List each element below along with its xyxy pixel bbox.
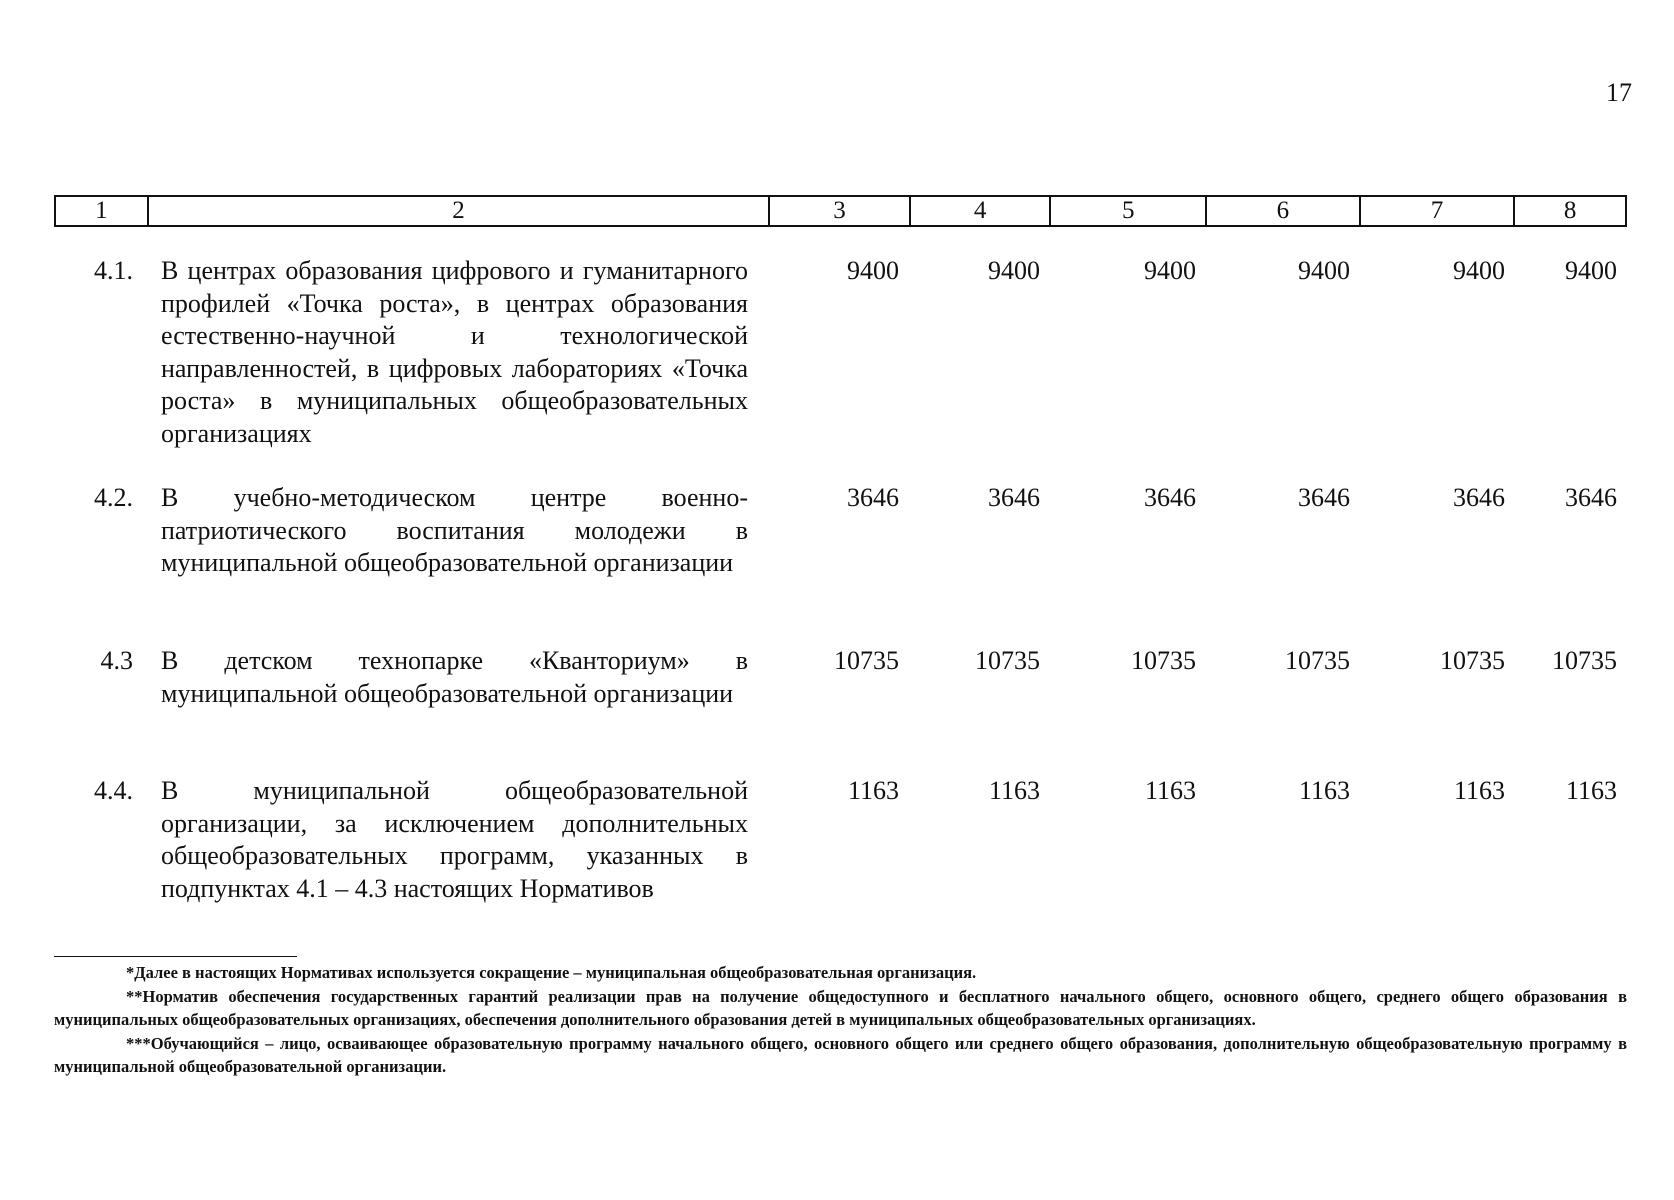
row-value: 3646 — [1144, 483, 1196, 512]
footnote-separator — [54, 956, 297, 957]
row-value: 9400 — [847, 256, 899, 285]
row-value: 9400 — [1453, 256, 1505, 285]
row-description: В детском технопарке «Кванториум» в муниципальной общеобразовательной организации — [161, 646, 748, 708]
row-value: 1163 — [1298, 776, 1350, 805]
row-value: 3646 — [847, 483, 899, 512]
row-value: 3646 — [1298, 483, 1350, 512]
row-number: 4.1. — [94, 256, 133, 285]
table-row — [54, 482, 1627, 580]
row-number: 4.2. — [94, 483, 133, 512]
row-value: 1163 — [1565, 776, 1617, 805]
footnote-2: **Норматив обеспечения государственных гарантий реализации прав на получение общедоступного и бесплатного начального общего, основного общего, среднего общего образования в муниципальных общеобразовательных организациях, обеспечения дополнительного образования детей в муниципальных общеобразовательных организациях. — [54, 986, 1627, 1029]
column-number-5: 5 — [1049, 197, 1205, 225]
column-number-1: 1 — [95, 197, 108, 224]
row-value: 1163 — [1144, 776, 1196, 805]
row-value: 9400 — [1144, 256, 1196, 285]
footnotes — [54, 961, 1627, 1079]
column-number-3: 3 — [768, 197, 909, 225]
row-value: 10735 — [975, 646, 1040, 675]
row-description: В муниципальной общеобразовательной организации, за исключением дополнительных общеобразовательных программ, указанных в подпунктах 4.1 – 4.3 настоящих Нормативов — [161, 776, 748, 903]
row-value: 3646 — [988, 483, 1040, 512]
table-row — [54, 255, 1627, 450]
column-number-8: 8 — [1513, 197, 1625, 225]
row-description: В центрах образования цифрового и гуманитарного профилей «Точка роста», в центрах образования естественно-научной и технологической направленностей, в цифровых лабораториях «Точка роста» в муниципальных общеобразовательных организациях — [161, 256, 748, 448]
row-value: 9400 — [988, 256, 1040, 285]
row-value: 10735 — [1440, 646, 1505, 675]
row-value: 10735 — [1285, 646, 1350, 675]
row-value: 9400 — [1565, 256, 1617, 285]
footnote-3: ***Обучающийся – лицо, осваивающее образовательную программу начального общего, основного общего или среднего общего образования, дополнительную общеобразовательную программу в муниципальной общеобразовательной организации. — [54, 1033, 1627, 1076]
row-number: 4.3 — [100, 646, 133, 675]
column-number-2: 2 — [147, 197, 768, 225]
row-value: 3646 — [1453, 483, 1505, 512]
column-number-7: 7 — [1359, 197, 1514, 225]
row-value: 10735 — [834, 646, 899, 675]
row-value: 3646 — [1565, 483, 1617, 512]
column-number-4: 4 — [909, 197, 1050, 225]
table-row — [54, 775, 1627, 905]
footnote-1: *Далее в настоящих Нормативах используется сокращение – муниципальная общеобразовательная организация. — [126, 963, 977, 982]
row-value: 9400 — [1298, 256, 1350, 285]
row-value: 1163 — [988, 776, 1040, 805]
page-number: 17 — [1606, 78, 1632, 107]
row-number: 4.4. — [94, 776, 133, 805]
row-description: В учебно-методическом центре военно-патриотического воспитания молодежи в муниципальной общеобразовательной организации — [161, 483, 748, 577]
row-value: 1163 — [847, 776, 899, 805]
row-value: 10735 — [1131, 646, 1196, 675]
column-number-6: 6 — [1205, 197, 1359, 225]
row-value: 1163 — [1453, 776, 1505, 805]
row-value: 10735 — [1552, 646, 1617, 675]
table-row — [54, 645, 1627, 710]
table-column-numbers — [54, 195, 1627, 227]
